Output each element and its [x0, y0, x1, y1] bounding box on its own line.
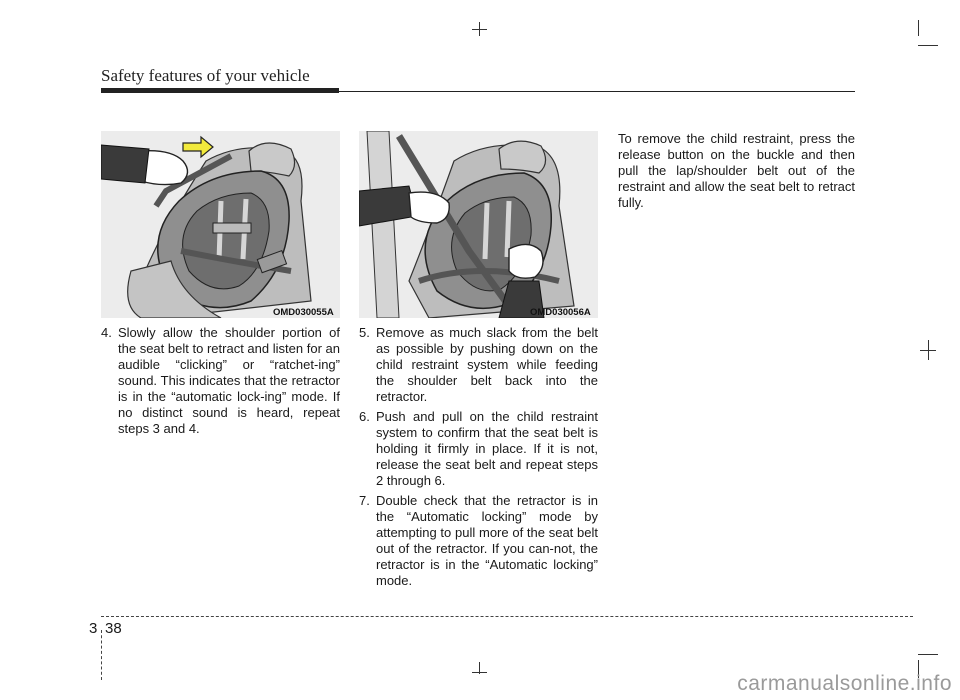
- figure-seat-belt-retract: [101, 131, 340, 318]
- crop-mark-top-right: [918, 20, 919, 36]
- header-divider-accent: [101, 88, 339, 93]
- step-item: [359, 409, 598, 489]
- chapter-number: 3: [89, 620, 98, 637]
- figure-remove-slack: [359, 131, 598, 318]
- figure-code: OMD030055A: [273, 307, 334, 318]
- crop-mark-right: [920, 350, 936, 351]
- step-number: 6.: [359, 409, 370, 424]
- section-title: Safety features of your vehicle: [101, 66, 310, 85]
- crop-mark-top-right: [918, 45, 938, 46]
- footer-divider: [101, 616, 913, 617]
- step-list-left: [101, 325, 340, 441]
- step-list-middle: [359, 325, 598, 593]
- step-item: [359, 325, 598, 405]
- crop-mark-bottom-right: [918, 654, 938, 655]
- illustration-child-seat-push-down: [359, 131, 598, 318]
- figure-code: OMD030056A: [530, 307, 591, 318]
- illustration-child-seat-shoulder-belt: [101, 131, 340, 318]
- footer-divider-vertical: [101, 630, 102, 680]
- watermark: carmanualsonline.info: [737, 672, 952, 695]
- step-text: Slowly allow the shoulder portion of the seat belt to retract and listen for an audible “clicking” or “ratchet-ing” sound. This indicates that the retractor is in the “automatic lock-ing” mode. If no distinct sound is heard, repeat steps 3 and 4.: [118, 325, 340, 436]
- crop-mark-bottom: [472, 672, 487, 673]
- step-number: 5.: [359, 325, 370, 340]
- step-number: 4.: [101, 325, 112, 340]
- step-text: Remove as much slack from the belt as possible by pushing down on the child restraint system while feeding the shoulder belt back into the retractor.: [376, 325, 598, 404]
- step-text: Push and pull on the child restraint system to confirm that the seat belt is holding it firmly in place. If it is not, release the seat belt and repeat steps 2 through 6.: [376, 409, 598, 488]
- step-text: Double check that the retractor is in the “Automatic locking” mode by attempting to pull more of the seat belt out of the retractor. If you can-not, the retractor is in the “Automatic locking” mode.: [376, 493, 598, 588]
- crop-mark-top: [472, 29, 487, 30]
- step-number: 7.: [359, 493, 370, 508]
- step-item: [101, 325, 340, 437]
- step-item: [359, 493, 598, 589]
- paragraph-remove-restraint: To remove the child restraint, press the release button on the buckle and then pull the lap/shoulder belt out of the restraint and allow the seat belt to retract fully.: [618, 131, 855, 210]
- page-number: 38: [105, 620, 122, 637]
